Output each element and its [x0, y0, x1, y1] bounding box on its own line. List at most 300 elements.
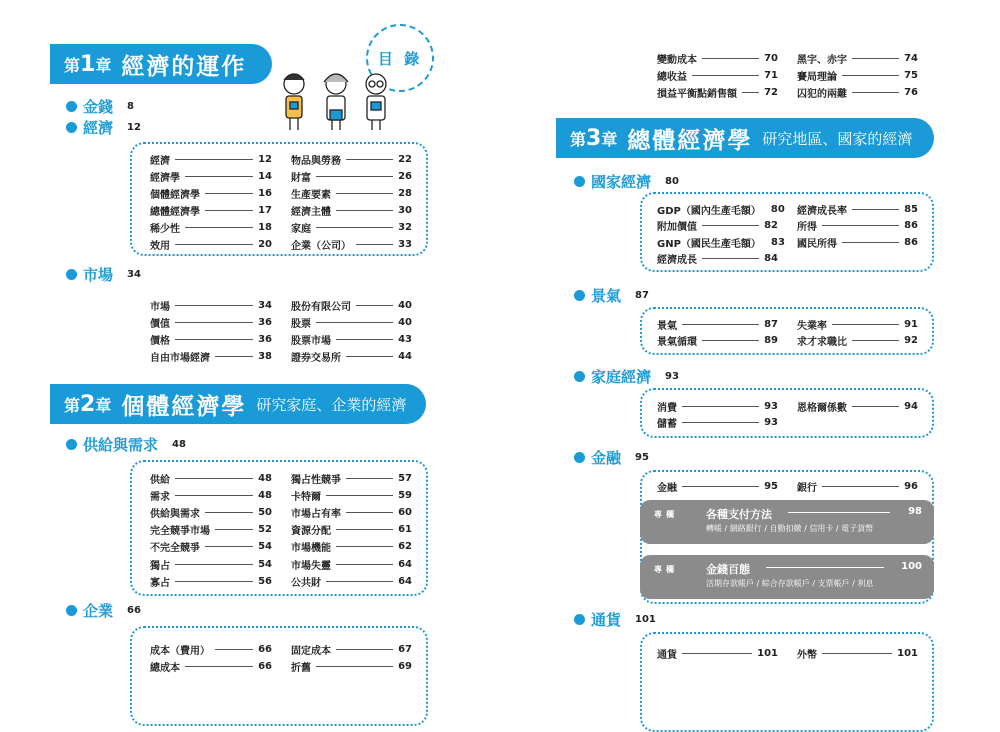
entry-page: 86 — [904, 236, 918, 248]
leader-line — [185, 227, 253, 228]
feature-page: 98 — [908, 506, 922, 517]
toc-entry[interactable] — [657, 85, 778, 99]
chapter-2-banner — [50, 384, 426, 424]
toc-entry[interactable] — [291, 315, 412, 329]
entry-page: 86 — [904, 220, 918, 231]
entry-page: 38 — [258, 350, 272, 362]
bullet-dot — [66, 122, 77, 133]
section-name: 金錢 — [83, 98, 114, 116]
entry-title: 黑字、赤字 — [797, 54, 847, 66]
leader-line — [205, 210, 253, 211]
entry-page: 28 — [398, 187, 412, 199]
entry-page: 52 — [258, 524, 272, 536]
toc-entry[interactable] — [150, 659, 272, 673]
entry-page: 84 — [764, 253, 778, 264]
entry-title: 失業率 — [797, 320, 827, 332]
entry-title: 供給 — [150, 474, 170, 486]
leader-line — [842, 242, 899, 243]
entry-title: 變動成本 — [657, 54, 697, 66]
entry-page: 66 — [258, 643, 272, 655]
entry-page: 26 — [398, 170, 412, 182]
toc-entry[interactable] — [291, 642, 412, 656]
feature-label: 專欄 — [654, 510, 678, 519]
bullet-dot — [66, 269, 77, 280]
entry-page: 66 — [258, 660, 272, 672]
entry-title: 個體經濟學 — [150, 189, 200, 201]
toc-entry[interactable] — [797, 317, 918, 331]
entry-title: 消費 — [657, 402, 677, 414]
entry-page: 36 — [258, 316, 272, 328]
toc-entry[interactable] — [150, 471, 272, 485]
entry-title: 不完全競爭 — [150, 543, 200, 555]
leader-line — [822, 486, 899, 487]
section-money — [66, 96, 134, 117]
entry-page: 12 — [258, 153, 272, 165]
section-name: 景氣 — [591, 287, 622, 305]
section-name: 市場 — [83, 266, 114, 284]
entry-title: 金融 — [657, 482, 677, 494]
toc-entry[interactable] — [291, 540, 412, 554]
toc-entry[interactable] — [150, 203, 272, 217]
entry-title: 固定成本 — [291, 645, 331, 657]
leader-line — [336, 339, 393, 340]
entry-page: 69 — [398, 660, 412, 672]
entry-page: 94 — [904, 400, 918, 412]
section-page: 12 — [127, 122, 141, 133]
toc-entry[interactable] — [291, 523, 412, 537]
entry-title: 供給與需求 — [150, 508, 200, 520]
toc-entry[interactable] — [797, 85, 918, 99]
toc-entry[interactable] — [657, 317, 778, 331]
toc-entry[interactable] — [150, 557, 272, 571]
entry-page: 89 — [764, 335, 778, 346]
bullet-dot — [574, 614, 585, 625]
entry-page: 76 — [904, 86, 918, 98]
section-national-economy — [574, 171, 679, 192]
feature-title: 各種支付方法 — [706, 508, 772, 521]
entry-title: 經濟 — [150, 155, 170, 167]
entry-page: 32 — [398, 221, 412, 233]
leader-line — [175, 244, 253, 245]
toc-entry[interactable] — [657, 399, 778, 413]
entry-page: 64 — [398, 558, 412, 570]
leader-line — [682, 324, 759, 325]
entry-title: GNP（國民生產毛額） — [657, 238, 761, 250]
entry-page: 20 — [258, 238, 272, 250]
section-page: 87 — [635, 290, 649, 301]
entry-title: 市場失靈 — [291, 560, 331, 572]
entry-page: 93 — [764, 400, 778, 412]
entry-title: 需求 — [150, 491, 170, 503]
section-name: 國家經濟 — [591, 173, 652, 191]
toc-entry[interactable] — [150, 152, 272, 166]
toc-entry[interactable] — [150, 315, 272, 329]
section-market — [66, 264, 141, 285]
entry-page: 48 — [258, 489, 272, 501]
entry-title: 損益平衡點銷售額 — [657, 88, 737, 100]
feature-box-payment — [640, 500, 934, 544]
entry-title: 囚犯的兩難 — [797, 88, 847, 100]
entry-title: 銀行 — [797, 482, 817, 494]
leader-line — [215, 356, 253, 357]
leader-line — [185, 666, 253, 667]
toc-entry[interactable] — [150, 523, 272, 537]
toc-entry[interactable] — [150, 349, 272, 363]
leader-line — [356, 305, 393, 306]
feature-subtitle: 活期存款帳戶 / 綜合存款帳戶 / 支票帳戶 / 利息 — [706, 579, 874, 588]
entry-page: 50 — [258, 506, 272, 518]
toc-entry[interactable] — [797, 334, 918, 348]
toc-entry[interactable] — [657, 202, 785, 217]
entry-title: 經濟成長率 — [797, 205, 847, 217]
entry-page: 59 — [398, 489, 412, 501]
section-business-cycle — [574, 285, 649, 306]
feature-box-money — [640, 555, 934, 599]
entry-title: 通貨 — [657, 649, 677, 661]
entry-title: 獨占 — [150, 560, 170, 572]
chapter-subtitle: 研究地區、國家的經濟 — [762, 129, 913, 148]
entry-title: 證券交易所 — [291, 352, 341, 364]
entry-page: 82 — [764, 220, 778, 231]
entry-page: 83 — [770, 236, 785, 248]
entry-title: 股票市場 — [291, 335, 331, 347]
section-page: 95 — [635, 452, 649, 463]
leader-line — [788, 512, 890, 513]
entry-page: 71 — [764, 69, 778, 81]
toc-entry[interactable] — [291, 298, 412, 312]
bullet-dot — [574, 176, 585, 187]
toc-entry[interactable] — [150, 488, 272, 502]
leader-line — [175, 495, 253, 496]
entry-title: 完全競爭市場 — [150, 526, 210, 538]
leader-line — [832, 324, 899, 325]
toc-entry[interactable] — [291, 332, 412, 346]
toc-badge: 目 錄 — [366, 24, 434, 92]
entry-page: 85 — [904, 203, 918, 215]
bullet-dot — [66, 605, 77, 616]
chapter-subtitle: 研究家庭、企業的經濟 — [256, 395, 407, 414]
leader-line — [766, 567, 884, 568]
chapter-label: 第1章 — [64, 51, 112, 77]
toc-entry[interactable] — [797, 51, 918, 65]
chapter-title: 經濟的運作 — [121, 53, 247, 80]
section-firm — [66, 600, 141, 621]
entry-page: 64 — [398, 575, 412, 587]
toc-entry[interactable] — [150, 574, 272, 588]
entry-title: 經濟學 — [150, 172, 180, 184]
leader-line — [692, 75, 759, 76]
section-page: 93 — [665, 371, 679, 382]
toc-entry[interactable] — [291, 505, 412, 519]
entry-page: 80 — [770, 203, 785, 215]
entry-title: 效用 — [150, 240, 170, 252]
entry-title: 稀少性 — [150, 223, 180, 235]
entry-page: 96 — [904, 480, 918, 492]
toc-entry[interactable] — [150, 298, 272, 312]
section-household — [574, 366, 679, 387]
entry-title: 股票 — [291, 318, 311, 330]
entry-page: 62 — [398, 541, 412, 553]
chapter-1-banner — [50, 44, 272, 84]
leader-line — [316, 176, 393, 177]
leader-line — [822, 653, 892, 654]
toc-entry[interactable] — [291, 349, 412, 363]
toc-entry[interactable] — [797, 235, 918, 249]
entry-page: 40 — [398, 316, 412, 328]
toc-entry[interactable] — [291, 152, 412, 166]
leader-line — [336, 193, 393, 194]
toc-entry[interactable] — [657, 334, 778, 348]
section-name: 金融 — [591, 449, 622, 467]
entry-title: 資源分配 — [291, 526, 331, 538]
entry-title: 外幣 — [797, 649, 817, 661]
toc-entry[interactable] — [291, 186, 412, 200]
entry-page: 36 — [258, 333, 272, 345]
toc-entry[interactable] — [657, 646, 778, 660]
toc-entry[interactable] — [797, 202, 918, 216]
entry-page: 101 — [757, 647, 778, 659]
entry-title: 賽局理論 — [797, 71, 837, 83]
leader-line — [702, 340, 759, 341]
leader-line — [316, 666, 393, 667]
feature-title: 金錢百態 — [706, 563, 750, 576]
leader-line — [346, 159, 393, 160]
leader-line — [326, 495, 393, 496]
entry-page: 16 — [258, 187, 272, 199]
entry-title: 折舊 — [291, 662, 311, 674]
entry-title: 自由市場經濟 — [150, 352, 210, 364]
chapter-label: 第2章 — [64, 391, 112, 417]
leader-line — [682, 486, 759, 487]
entry-title: 寡占 — [150, 577, 170, 589]
entry-page: 56 — [258, 575, 272, 587]
leader-line — [742, 92, 759, 93]
toc-entry[interactable] — [291, 237, 412, 251]
entry-page: 95 — [764, 480, 778, 492]
section-page: 48 — [172, 439, 186, 450]
section-finance — [574, 447, 649, 468]
leader-line — [175, 564, 253, 565]
entry-page: 93 — [764, 417, 778, 428]
toc-entry[interactable] — [291, 574, 412, 588]
entry-title: 總體經濟學 — [150, 206, 200, 218]
section-name: 家庭經濟 — [591, 368, 652, 386]
leader-line — [316, 322, 393, 323]
section-name: 供給與需求 — [83, 436, 159, 454]
section-page: 34 — [127, 269, 141, 280]
leader-line — [205, 546, 253, 547]
toc-entry[interactable] — [150, 237, 272, 251]
leader-line — [175, 159, 253, 160]
toc-entry[interactable] — [291, 471, 412, 485]
toc-entry[interactable] — [150, 505, 272, 519]
entry-page: 70 — [764, 52, 778, 64]
chapter-title: 總體經濟學 — [627, 127, 753, 154]
entry-page: 92 — [904, 335, 918, 346]
leader-line — [185, 176, 253, 177]
entry-page: 34 — [258, 299, 272, 311]
entry-page: 54 — [258, 558, 272, 570]
leader-line — [852, 92, 899, 93]
entry-page: 87 — [764, 318, 778, 330]
entry-page: 44 — [398, 350, 412, 362]
leader-line — [175, 581, 253, 582]
entry-page: 40 — [398, 299, 412, 311]
toc-entry[interactable] — [150, 642, 272, 656]
entry-page: 33 — [398, 238, 412, 250]
feature-subtitle: 轉帳 / 網路銀行 / 自動扣繳 / 信用卡 / 電子貨幣 — [706, 524, 874, 533]
toc-entry[interactable] — [291, 659, 412, 673]
entry-title: 國民所得 — [797, 238, 837, 250]
toc-entry[interactable] — [150, 186, 272, 200]
entry-title: 儲蓄 — [657, 419, 677, 430]
leader-line — [215, 649, 253, 650]
entry-title: 市場占有率 — [291, 508, 341, 520]
feature-page: 100 — [901, 561, 922, 572]
entry-title: 公共財 — [291, 577, 321, 589]
leader-line — [215, 529, 253, 530]
toc-entry[interactable] — [657, 479, 778, 493]
leader-line — [702, 58, 759, 59]
section-economy — [66, 117, 141, 138]
entry-title: 股份有限公司 — [291, 301, 351, 313]
entry-page: 101 — [897, 647, 918, 659]
feature-label: 專欄 — [654, 565, 678, 574]
entry-page: 75 — [904, 69, 918, 81]
entry-page: 22 — [398, 153, 412, 165]
entry-title: 家庭 — [291, 223, 311, 235]
entry-page: 18 — [258, 221, 272, 233]
chapter-title: 個體經濟學 — [121, 393, 247, 420]
leader-line — [326, 581, 393, 582]
bullet-dot — [574, 452, 585, 463]
chapter-label: 第3章 — [570, 125, 618, 151]
toc-entry[interactable] — [657, 51, 778, 65]
leader-line — [336, 529, 393, 530]
entry-title: 財富 — [291, 172, 311, 184]
entry-page: 48 — [258, 472, 272, 484]
entry-title: 所得 — [797, 222, 817, 233]
entry-title: 獨占性競爭 — [291, 474, 341, 486]
toc-entry[interactable] — [150, 220, 272, 234]
toc-entry[interactable] — [797, 399, 918, 413]
toc-entry[interactable] — [150, 332, 272, 346]
bullet-dot — [66, 101, 77, 112]
entry-title: 價值 — [150, 318, 170, 330]
entry-title: 市場 — [150, 301, 170, 313]
toc-entry[interactable] — [797, 219, 918, 233]
entry-title: 景氣 — [657, 320, 677, 332]
household-box — [640, 388, 934, 438]
entry-page: 72 — [764, 86, 778, 98]
toc-entry[interactable] — [291, 488, 412, 502]
toc-entry[interactable] — [657, 68, 778, 82]
entry-title: 附加價值 — [657, 222, 697, 233]
toc-entry[interactable] — [291, 169, 412, 183]
leader-line — [852, 209, 899, 210]
entry-title: 物品與勞務 — [291, 155, 341, 167]
section-name: 企業 — [83, 602, 114, 620]
entry-title: 市場機能 — [291, 543, 331, 555]
leader-line — [702, 225, 759, 226]
entry-title: 總成本 — [150, 662, 180, 674]
toc-entry[interactable] — [657, 416, 778, 430]
leader-line — [346, 356, 393, 357]
entry-page: 14 — [258, 170, 272, 182]
leader-line — [175, 305, 253, 306]
entry-page: 54 — [258, 541, 272, 553]
entry-title: 企業（公司） — [291, 240, 351, 252]
bullet-dot — [574, 290, 585, 301]
entry-title: 恩格爾係數 — [797, 402, 847, 414]
toc-entry[interactable] — [291, 203, 412, 217]
toc-entry[interactable] — [291, 557, 412, 571]
section-page: 66 — [127, 605, 141, 616]
entry-title: 成本（費用） — [150, 645, 210, 657]
entry-page: 17 — [258, 204, 272, 216]
leader-line — [682, 653, 752, 654]
entry-page: 74 — [904, 52, 918, 64]
entry-title: 求才求職比 — [797, 337, 847, 348]
toc-entry[interactable] — [797, 479, 918, 493]
leader-line — [852, 58, 899, 59]
people-illustration — [272, 66, 402, 132]
leader-line — [316, 227, 393, 228]
bullet-dot — [66, 439, 77, 450]
bullet-dot — [574, 371, 585, 382]
toc-entry[interactable] — [291, 220, 412, 234]
section-page: 101 — [635, 614, 656, 625]
entry-title: 總收益 — [657, 71, 687, 83]
leader-line — [356, 244, 393, 245]
leader-line — [842, 75, 899, 76]
section-page: 80 — [665, 176, 679, 187]
entry-title: GDP（國內生產毛額） — [657, 205, 761, 217]
section-currency — [574, 609, 656, 630]
section-supply-demand — [66, 434, 186, 455]
toc-entry[interactable] — [150, 540, 272, 554]
entry-page: 67 — [398, 643, 412, 655]
entry-page: 61 — [398, 524, 412, 536]
chapter-3-banner — [556, 118, 934, 158]
entry-title: 生產要素 — [291, 189, 331, 201]
leader-line — [175, 322, 253, 323]
toc-entry[interactable] — [657, 235, 785, 250]
leader-line — [346, 512, 393, 513]
toc-entry[interactable] — [150, 169, 272, 183]
leader-line — [702, 258, 759, 259]
entry-title: 景氣循環 — [657, 337, 697, 348]
toc-entry[interactable] — [657, 219, 778, 233]
entry-title: 經濟成長 — [657, 255, 697, 266]
toc-entry[interactable] — [797, 68, 918, 82]
entry-page: 91 — [904, 318, 918, 330]
entry-title: 卡特爾 — [291, 491, 321, 503]
toc-entry[interactable] — [797, 646, 918, 660]
leader-line — [336, 649, 393, 650]
entry-page: 60 — [398, 506, 412, 518]
section-page: 8 — [127, 101, 134, 112]
entry-page: 30 — [398, 204, 412, 216]
entry-title: 價格 — [150, 335, 170, 347]
leader-line — [205, 193, 253, 194]
entry-title: 經濟主體 — [291, 206, 331, 218]
entry-page: 43 — [398, 333, 412, 345]
leader-line — [205, 512, 253, 513]
section-name: 通貨 — [591, 611, 622, 629]
toc-entry[interactable] — [657, 252, 778, 266]
leader-line — [682, 406, 759, 407]
